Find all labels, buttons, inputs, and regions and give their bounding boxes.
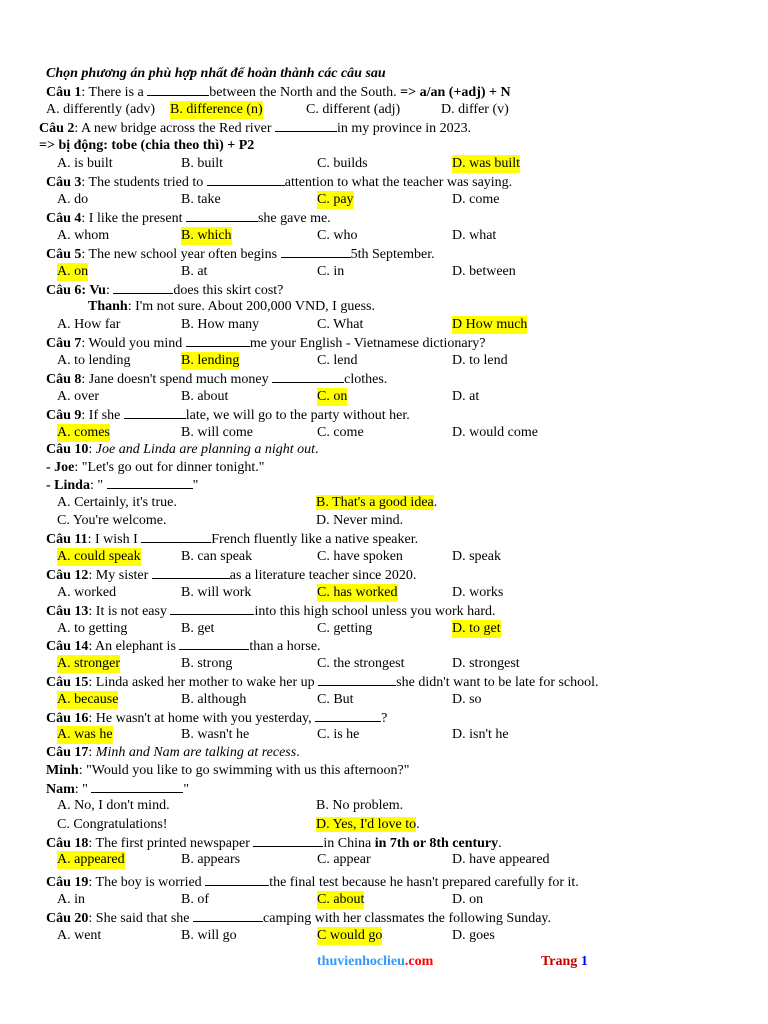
question-text: : The students tried to <box>81 175 207 190</box>
options-q11 <box>0 548 768 566</box>
option-d[interactable]: D. Yes, I'd love to. <box>316 817 420 832</box>
options-q14 <box>0 655 768 673</box>
question-label: Câu 6 <box>46 283 82 298</box>
option-c[interactable]: C. come <box>317 425 364 440</box>
answer-blank <box>147 83 209 96</box>
option-a[interactable]: A. was he <box>57 727 113 742</box>
question-label: Câu 9 <box>46 408 82 423</box>
option-a[interactable]: A. to getting <box>57 621 128 636</box>
dialogue-context: Joe and Linda are planning a night out <box>95 442 315 457</box>
dialogue-text: : "Let's go out for dinner tonight." <box>74 460 265 475</box>
options-q3 <box>0 191 768 209</box>
option-c[interactable]: C. on <box>317 389 348 404</box>
question-label: Câu 8 <box>46 372 82 387</box>
question-label: Câu 7 <box>46 336 82 351</box>
option-d[interactable]: D. differ (v) <box>441 102 509 117</box>
question-label: Câu 1 <box>46 85 82 100</box>
answer-blank <box>113 281 173 294</box>
answer-blank <box>141 530 211 543</box>
options-q17-row2 <box>0 816 768 834</box>
speaker-name: Joe <box>54 460 75 475</box>
option-d[interactable]: D. goes <box>452 928 495 943</box>
option-c[interactable]: C. What <box>317 317 364 332</box>
question-text: : A new bridge across the Red river <box>74 121 276 136</box>
answer-blank <box>281 245 351 258</box>
answer-blank <box>91 780 183 793</box>
question-7 <box>46 334 485 352</box>
answer-blank <box>275 119 337 132</box>
option-a[interactable]: A. How far <box>57 317 121 332</box>
dialogue-line-minh <box>46 762 409 780</box>
question-text: : I wish I <box>87 532 142 547</box>
options-q20 <box>0 927 768 945</box>
question-18: Câu 18: The first printed newspaper in China in 7th or 8th century. <box>46 836 502 851</box>
option-c[interactable]: C. builds <box>317 156 368 171</box>
question-text: : My sister <box>88 568 152 583</box>
question-12 <box>46 566 416 584</box>
option-b[interactable]: B. How many <box>181 317 260 332</box>
question-1 <box>46 83 511 101</box>
question-label: Câu 4 <box>46 211 82 226</box>
option-a[interactable]: A. appeared <box>57 852 125 867</box>
question-text: : The boy is worried <box>88 875 206 890</box>
option-c[interactable]: C. the strongest <box>317 656 405 671</box>
question-text: : Would you mind <box>81 336 186 351</box>
option-d[interactable]: D. at <box>452 389 480 404</box>
answer-blank <box>205 873 269 886</box>
question-20 <box>46 909 551 927</box>
question-label: Câu 11 <box>46 532 88 547</box>
option-c[interactable]: C. You're welcome. <box>57 513 167 528</box>
option-c[interactable]: C. who <box>317 228 358 243</box>
speaker-name: Thanh <box>88 299 128 314</box>
option-a[interactable]: A. in <box>57 892 85 907</box>
options-q2 <box>0 155 768 173</box>
option-a[interactable]: A. Certainly, it's true. <box>57 495 177 510</box>
option-a[interactable]: A. because <box>57 692 119 707</box>
option-c[interactable]: C. Congratulations! <box>57 817 168 832</box>
question-text: the final test because he hasn't prepared carefully for it. <box>269 875 579 890</box>
question-text: : She said that she <box>88 911 194 926</box>
option-d[interactable]: D. Never mind. <box>316 513 404 528</box>
option-c[interactable]: C. have spoken <box>317 549 403 564</box>
option-d[interactable]: D. to get <box>452 621 501 636</box>
question-text: : Linda asked her mother to wake her up <box>88 675 319 690</box>
option-a[interactable]: A. whom <box>57 228 110 243</box>
answer-blank <box>179 637 249 650</box>
page-number: 1 <box>580 954 588 969</box>
answer-blank <box>170 602 254 615</box>
question-text: ? <box>381 711 388 726</box>
question-text: as a literature teacher since 2020. <box>229 568 417 583</box>
page-number-label <box>541 953 588 971</box>
dialogue-reply <box>88 298 375 316</box>
question-6: Câu 6: Vu: does this skirt cost? <box>46 283 284 298</box>
option-c[interactable]: C. different (adj) <box>306 102 401 117</box>
dialogue-text: : "Would you like to go swimming with us this afternoon?" <box>78 763 410 778</box>
question-5 <box>46 245 435 263</box>
question-2 <box>39 119 471 137</box>
question-17: Câu 17: Minh and Nam are talking at recess. <box>46 745 300 760</box>
option-b[interactable]: B. of <box>181 892 209 907</box>
options-q10-row2 <box>0 512 768 530</box>
speaker-name: Nam <box>46 782 75 797</box>
question-text: : <box>88 745 96 760</box>
option-a[interactable]: A. differently (adv) <box>46 102 155 117</box>
question-label: Câu 16 <box>46 711 89 726</box>
question-16 <box>46 709 387 727</box>
speaker-name: Vu <box>89 283 106 298</box>
reply-text: : I'm not sure. About 200,000 VND, I guess. <box>127 299 375 314</box>
options-q9 <box>0 424 768 442</box>
option-a[interactable]: A. on <box>57 264 89 279</box>
option-a[interactable]: A. worked <box>57 585 117 600</box>
question-text: 5th September. <box>350 247 435 262</box>
option-c[interactable]: C. getting <box>317 621 373 636</box>
question-label: Câu 2 <box>39 121 75 136</box>
options-q18 <box>0 851 768 869</box>
option-a[interactable]: A. comes <box>57 425 110 440</box>
option-a[interactable]: A. went <box>57 928 102 943</box>
options-q7 <box>0 352 768 370</box>
option-a[interactable]: A. do <box>57 192 89 207</box>
question-text: in China <box>323 836 375 851</box>
option-c[interactable]: C. has worked <box>317 585 398 600</box>
question-text: me your English - Vietnamese dictionary? <box>249 336 486 351</box>
question-text: late, we will go to the party without her. <box>185 408 410 423</box>
question-3 <box>46 173 512 191</box>
option-d[interactable]: D. on <box>452 892 484 907</box>
option-b[interactable]: B. get <box>181 621 215 636</box>
answer-blank <box>318 673 396 686</box>
options-q5 <box>0 263 768 281</box>
option-c[interactable]: C. about <box>317 892 365 907</box>
option-c[interactable]: C. pay <box>317 192 354 207</box>
answer-blank <box>193 909 263 922</box>
option-c[interactable]: C. But <box>317 692 354 707</box>
instruction-heading: Chọn phương án phù hợp nhất để hoàn thành các câu sau <box>46 66 386 81</box>
options-q10-row1 <box>0 494 768 512</box>
answer-blank <box>186 334 250 347</box>
question-4 <box>46 209 331 227</box>
option-d[interactable]: D. strongest <box>452 656 520 671</box>
option-a[interactable]: A. No, I don't mind. <box>57 798 170 813</box>
question-14 <box>46 637 321 655</box>
option-d[interactable]: D. to lend <box>452 353 508 368</box>
option-b[interactable]: B. lending <box>181 353 240 368</box>
question-text: : Jane doesn't spend much money <box>81 372 273 387</box>
dialogue-line-nam: Nam: " " <box>46 782 190 797</box>
question-text: : If she <box>81 408 124 423</box>
question-13 <box>46 602 496 620</box>
option-b[interactable]: B. will come <box>181 425 253 440</box>
option-b[interactable]: B. which <box>181 228 232 243</box>
question-9 <box>46 406 410 424</box>
question-text: attention to what the teacher was saying. <box>284 175 513 190</box>
option-d[interactable]: D. what <box>452 228 497 243</box>
options-q12 <box>0 584 768 602</box>
page-label: Trang <box>541 954 578 969</box>
grammar-note: => bị động: tobe (chia theo thì) + P2 <box>39 138 255 153</box>
question-text: : It is not easy <box>88 604 171 619</box>
option-c[interactable]: C. is he <box>317 727 360 742</box>
question-text: : <box>105 283 114 298</box>
question-text: French fluently like a native speaker. <box>211 532 419 547</box>
option-d[interactable]: D. between <box>452 264 516 279</box>
option-c[interactable]: C. in <box>317 264 345 279</box>
option-b[interactable]: B. appears <box>181 852 241 867</box>
option-d[interactable]: D. isn't he <box>452 727 509 742</box>
option-b[interactable]: B. That's a good idea. <box>316 495 438 510</box>
question-label: Câu 5 <box>46 247 82 262</box>
answer-blank <box>272 370 344 383</box>
option-d[interactable]: D. speak <box>452 549 501 564</box>
question-text: clothes. <box>344 372 388 387</box>
option-c[interactable]: C. appear <box>317 852 371 867</box>
question-text: : There is a <box>81 85 148 100</box>
question-15 <box>46 673 599 691</box>
site-tld: .com <box>404 954 434 969</box>
options-q17-row1 <box>0 797 768 815</box>
answer-blank <box>152 566 230 579</box>
option-d[interactable]: D How much <box>452 317 528 332</box>
options-q15 <box>0 691 768 709</box>
option-b[interactable]: B. will go <box>181 928 237 943</box>
option-b[interactable]: B. about <box>181 389 229 404</box>
option-b[interactable]: B. at <box>181 264 208 279</box>
options-q1 <box>0 101 768 119</box>
options-q19 <box>0 891 768 909</box>
footer-site-link[interactable] <box>317 953 433 971</box>
option-d[interactable]: D. come <box>452 192 500 207</box>
question-text: : He wasn't at home with you yesterday, <box>88 711 316 726</box>
question-text: does this skirt cost? <box>173 283 284 298</box>
question-label: Câu 3 <box>46 175 82 190</box>
question-text: : The first printed newspaper <box>88 836 254 851</box>
question-text: : An elephant is <box>88 639 180 654</box>
answer-blank <box>186 209 258 222</box>
question-text: she gave me. <box>257 211 331 226</box>
question-label: Câu 15 <box>46 675 89 690</box>
question-text: she didn't want to be late for school. <box>396 675 599 690</box>
question-text: between the North and the South. <box>209 85 401 100</box>
option-b[interactable]: B. built <box>181 156 224 171</box>
option-d[interactable]: D. have appeared <box>452 852 550 867</box>
option-b[interactable]: B. wasn't he <box>181 727 250 742</box>
option-b[interactable]: B. strong <box>181 656 233 671</box>
option-a[interactable]: A. stronger <box>57 656 120 671</box>
option-b[interactable]: B. difference (n) <box>170 102 263 117</box>
options-q8 <box>0 388 768 406</box>
question-label: Câu 18 <box>46 836 89 851</box>
options-q6 <box>0 316 768 334</box>
question-text: : <box>88 442 96 457</box>
option-b[interactable]: B. although <box>181 692 247 707</box>
emphasized-text: in 7th or 8th century <box>374 836 499 851</box>
option-c[interactable]: C would go <box>317 928 383 943</box>
question-text: into this high school unless you work hard. <box>254 604 496 619</box>
dialogue-line-joe: - Joe: "Let's go out for dinner tonight." <box>46 460 265 475</box>
option-a[interactable]: A. could speak <box>57 549 141 564</box>
question-text: : The new school year often begins <box>81 247 281 262</box>
grammar-hint: => a/an (+adj) + N <box>400 85 511 100</box>
option-a[interactable]: A. over <box>57 389 99 404</box>
option-a[interactable]: A. to lending <box>57 353 131 368</box>
question-label: Câu 12 <box>46 568 89 583</box>
question-text: than a horse. <box>249 639 321 654</box>
speaker-name: Minh <box>46 763 79 778</box>
speaker-name: Linda <box>54 478 90 493</box>
option-b[interactable]: B. take <box>181 192 221 207</box>
option-a[interactable]: A. is built <box>57 156 113 171</box>
question-text: : I like the present <box>81 211 186 226</box>
option-d[interactable]: D. was built <box>452 156 521 171</box>
dialogue-context: Minh and Nam are talking at recess <box>95 745 297 760</box>
question-19 <box>46 873 579 891</box>
options-q16 <box>0 726 768 744</box>
question-10: Câu 10: Joe and Linda are planning a night out. <box>46 442 319 457</box>
question-label: Câu 13 <box>46 604 89 619</box>
answer-blank <box>253 834 323 847</box>
dialogue-line-linda: - Linda: " " <box>46 478 199 493</box>
option-b[interactable]: B. can speak <box>181 549 253 564</box>
question-label: Câu 14 <box>46 639 89 654</box>
question-8 <box>46 370 387 388</box>
option-d[interactable]: D. would come <box>452 425 538 440</box>
answer-blank <box>124 406 186 419</box>
option-d[interactable]: D. so <box>452 692 482 707</box>
site-name: thuvienhoclieu <box>317 954 405 969</box>
question-text: camping with her classmates the following Sunday. <box>263 911 551 926</box>
question-label: Câu 10 <box>46 442 89 457</box>
option-c[interactable]: C. lend <box>317 353 358 368</box>
question-label: Câu 19 <box>46 875 89 890</box>
options-q4 <box>0 227 768 245</box>
option-b[interactable]: B. No problem. <box>316 798 404 813</box>
answer-blank <box>207 173 285 186</box>
answer-blank <box>315 709 381 722</box>
options-q13 <box>0 620 768 638</box>
option-b[interactable]: B. will work <box>181 585 252 600</box>
question-label: Câu 20 <box>46 911 89 926</box>
question-label: Câu 17 <box>46 745 89 760</box>
question-text: in my province in 2023. <box>337 121 472 136</box>
answer-blank <box>107 476 193 489</box>
option-d[interactable]: D. works <box>452 585 504 600</box>
question-11 <box>46 530 418 548</box>
